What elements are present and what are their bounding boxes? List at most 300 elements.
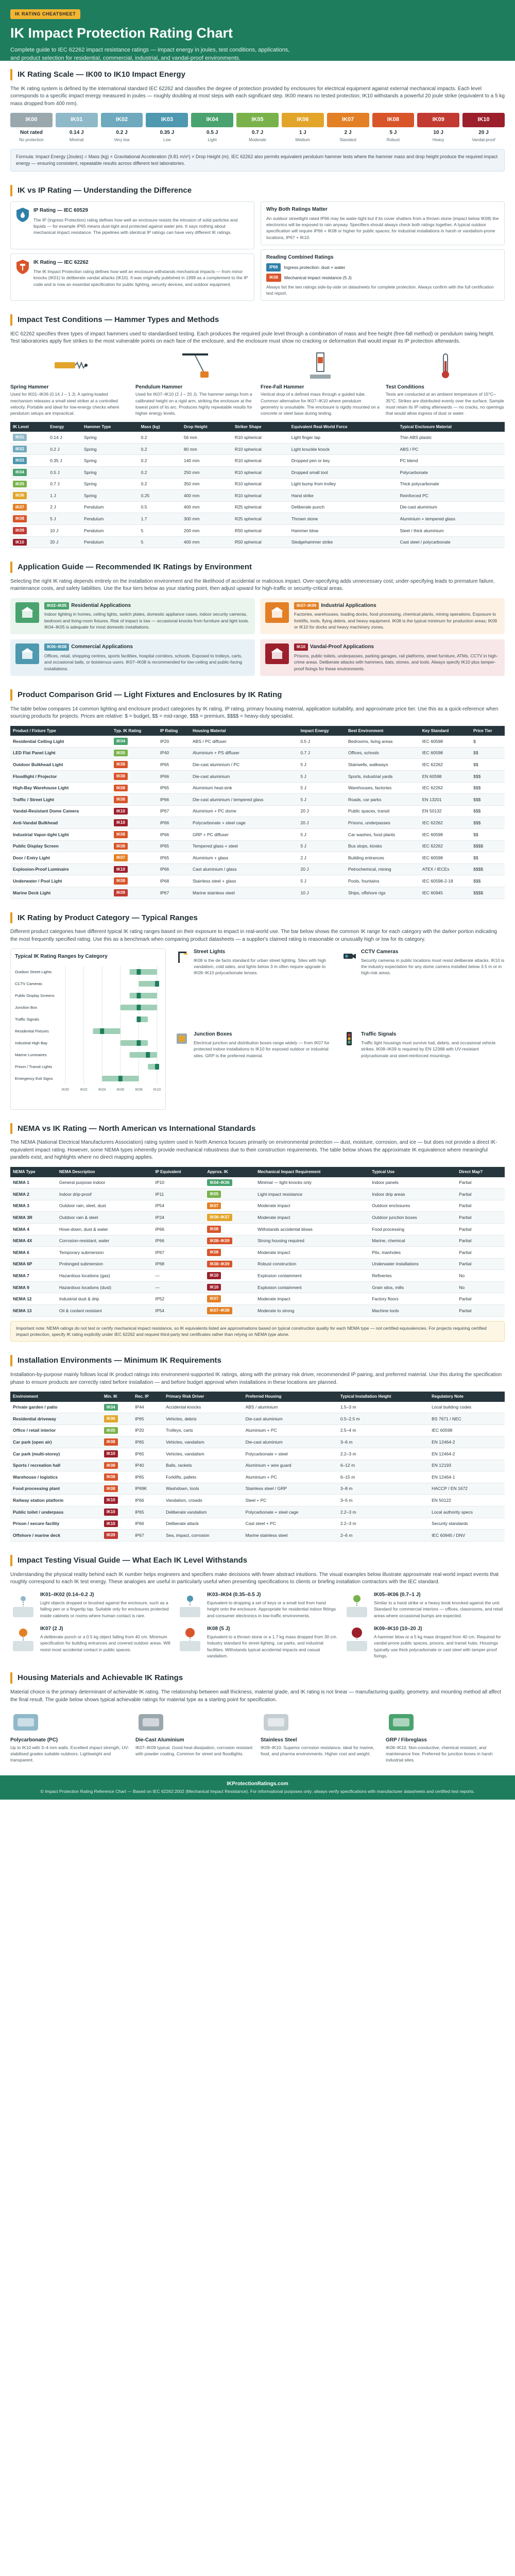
table-cell: Food processing plant bbox=[10, 1483, 101, 1495]
table-cell: 0.5–2.5 m bbox=[338, 1413, 429, 1425]
table-row bbox=[10, 455, 505, 467]
ik-scale-row bbox=[10, 113, 505, 143]
table-header: IP Rating bbox=[158, 726, 190, 736]
table-cell: Petrochemical, mining bbox=[346, 863, 420, 875]
ik-badge: IK08 bbox=[114, 773, 128, 780]
visual-guide-text: Equivalent to dropping a set of keys or a small tool from hand height onto the enclosure. Appropriate for residential indoor fittings and consumer electronics in low-traffic environments. bbox=[207, 1600, 336, 1618]
table-row bbox=[10, 513, 505, 525]
table-cell: 5 J bbox=[298, 794, 346, 806]
table-cell: NEMA 6 bbox=[10, 1247, 57, 1259]
spring-hammer-icon bbox=[52, 352, 88, 380]
table-cell: Aluminium + tempered glass bbox=[398, 513, 505, 525]
table-cell bbox=[101, 1425, 132, 1436]
chart-range-bar bbox=[139, 981, 157, 987]
table-cell bbox=[101, 1413, 132, 1425]
chart-x-tick-label: IK10 bbox=[153, 1088, 161, 1092]
table-cell: Warehouse / logistics bbox=[10, 1471, 101, 1483]
table-cell: Door / Entry Light bbox=[10, 852, 111, 864]
table-cell: Ships, offshore rigs bbox=[346, 887, 420, 899]
table-cell: 5 J bbox=[298, 840, 346, 852]
table-row bbox=[10, 840, 505, 852]
table-cell: Anti-Vandal Bulkhead bbox=[10, 817, 111, 829]
ik-scale-desc: No protection bbox=[19, 137, 44, 142]
environment-heading bbox=[294, 602, 500, 610]
table-cell: 0.5 J bbox=[47, 467, 81, 479]
table-cell: IP65 bbox=[158, 840, 190, 852]
table-header: Min. IK bbox=[101, 1392, 132, 1402]
ik-badge: IK10 bbox=[114, 819, 128, 826]
chart-category-label: Industrial High Bay bbox=[15, 1040, 47, 1045]
table-row bbox=[10, 501, 505, 513]
visual-guide-text: A hammer blow or a 5 kg mass dropped from 40 cm. Required for vandal-prone public spaces, prisons, and transit hubs. Housings typically use thick polycarbonate or cast steel with tamper-proof fixings. bbox=[374, 1634, 501, 1658]
table-header: Regulatory Note bbox=[429, 1392, 505, 1402]
table-row bbox=[10, 1177, 505, 1189]
table-cell: IEC 62262 bbox=[420, 782, 471, 794]
table-cell: No bbox=[456, 1270, 505, 1282]
table-cell: 2.5–4 m bbox=[338, 1425, 429, 1436]
table-cell: IEC 60598-2-18 bbox=[420, 875, 471, 887]
table-header: NEMA Description bbox=[57, 1167, 153, 1177]
visual-guide-intro: Understanding the physical reality behind each IK number helps engineers and specifiers make decisions with fewer abstract intuitions. The visual examples below illustrate approximate real-world impact events that roughly correspond to each IK test energy. These analogies are useful in particularly useful when presenting specifications to clients or briefing installation contractors with the IEC standard. bbox=[10, 1571, 499, 1585]
chart-typical-marker bbox=[155, 1064, 159, 1070]
pendulum-hammer-card bbox=[135, 351, 254, 417]
table-cell: 20 J bbox=[47, 536, 81, 548]
table-cell: 10 J bbox=[298, 887, 346, 899]
ik-badge: IK10 bbox=[207, 1284, 221, 1291]
table-row bbox=[10, 852, 505, 864]
table-header: NEMA Type bbox=[10, 1167, 57, 1177]
ik-badge: IK01 bbox=[13, 434, 27, 441]
environment-heading bbox=[44, 602, 250, 610]
table-cell bbox=[204, 1177, 255, 1189]
environment-tag: IK06–IK08 bbox=[44, 643, 69, 651]
table-cell: IP40 bbox=[158, 747, 190, 759]
table-cell: Die-cast aluminium bbox=[243, 1436, 338, 1448]
table-header: Best Environment bbox=[346, 726, 420, 736]
environment-heading bbox=[44, 643, 250, 651]
table-cell: Vandal-Resistant Dome Camera bbox=[10, 805, 111, 817]
table-cell bbox=[204, 1189, 255, 1200]
traffic-light-icon bbox=[341, 1031, 357, 1046]
table-cell: Aluminium + wire guard bbox=[243, 1460, 338, 1471]
table-cell: — bbox=[152, 1281, 204, 1293]
table-cell: Cast aluminium / glass bbox=[190, 863, 298, 875]
table-header: Mass (kg) bbox=[139, 422, 181, 432]
table-cell: NEMA 4 bbox=[10, 1223, 57, 1235]
table-cell: Hammer blow bbox=[289, 525, 398, 537]
table-cell: Offshore / marine deck bbox=[10, 1530, 101, 1541]
table-cell: Light bump from trolley bbox=[289, 478, 398, 490]
table-row bbox=[10, 1200, 505, 1212]
ik-scale-item bbox=[191, 113, 233, 143]
table-cell: Die-cast aluminium / PC bbox=[190, 759, 298, 771]
table-header: Mechanical Impact Requirement bbox=[255, 1167, 369, 1177]
ik-badge: IK05 bbox=[104, 1427, 118, 1434]
table-cell: IP20 bbox=[132, 1425, 163, 1436]
table-cell: Marine, chemical bbox=[369, 1235, 456, 1247]
table-cell bbox=[204, 1305, 255, 1317]
ik-vs-ip-title: IK vs IP Rating — Understanding the Difference bbox=[10, 185, 505, 196]
table-cell bbox=[204, 1293, 255, 1305]
product-comparison-title: Product Comparison Grid — Light Fixtures and Enclosures by IK Rating bbox=[10, 689, 505, 701]
table-cell bbox=[10, 501, 47, 513]
table-header: Drop Height bbox=[181, 422, 232, 432]
table-cell bbox=[111, 852, 158, 864]
table-cell: R10 spherical bbox=[232, 432, 289, 443]
table-cell: Vandalism, crowds bbox=[163, 1495, 243, 1506]
table-cell: Indoor panels bbox=[369, 1177, 456, 1189]
table-cell bbox=[111, 736, 158, 747]
table-cell: Aluminium + PC bbox=[243, 1471, 338, 1483]
table-cell: Residential driveway bbox=[10, 1413, 101, 1425]
ik-badge: IK08 bbox=[13, 515, 27, 522]
table-cell: 0.35 J bbox=[47, 455, 81, 467]
table-cell: 5 bbox=[139, 536, 181, 548]
table-cell: Stainless steel + glass bbox=[190, 875, 298, 887]
street-lights-card bbox=[174, 948, 337, 1027]
table-cell: Pendulum bbox=[81, 513, 139, 525]
table-cell: IP66 bbox=[152, 1223, 204, 1235]
table-cell: IP65 bbox=[132, 1506, 163, 1518]
table-cell bbox=[204, 1270, 255, 1282]
hero-header bbox=[0, 0, 515, 61]
why-both-heading: Why Both Ratings Matter bbox=[266, 207, 328, 213]
visual-guide-section bbox=[0, 1547, 515, 1665]
table-cell: 200 mm bbox=[181, 525, 232, 537]
table-cell: R10 spherical bbox=[232, 478, 289, 490]
housing-material-icon bbox=[386, 1710, 417, 1734]
product-comparison-section bbox=[0, 681, 515, 904]
table-cell: 3–8 m bbox=[338, 1483, 429, 1495]
table-cell: ABS / PC bbox=[398, 443, 505, 455]
table-cell bbox=[10, 467, 47, 479]
table-header: Impact Energy bbox=[298, 726, 346, 736]
ik-scale-joules: 0.2 J bbox=[116, 130, 128, 136]
table-cell: Spring bbox=[81, 478, 139, 490]
shield-water-icon bbox=[16, 207, 29, 223]
environment-thumb bbox=[15, 602, 39, 623]
housing-text: IK09–IK10. Superior corrosion resistance, ideal for marine, food, and pharma environments. Higher cost and weight. bbox=[261, 1744, 374, 1756]
category-intro: Different product categories have different typical IK rating ranges based on their exposure to impact in real-world use. The bar below shows the common IK range for each category with the darker portion indicating the most frequently specified rating. Use this as a benchmark when comparing product datasheets — a supplier's claimed rating is reasonable or unusually high or low for its category. bbox=[10, 929, 497, 942]
ik-badge: IK06 bbox=[104, 1415, 118, 1422]
table-row bbox=[10, 759, 505, 771]
table-cell: Aluminium + PC bbox=[243, 1425, 338, 1436]
table-cell: Spring bbox=[81, 443, 139, 455]
ik-badge: IK08 bbox=[114, 796, 128, 803]
table-cell bbox=[101, 1460, 132, 1471]
building-icon bbox=[20, 606, 35, 619]
table-cell: Sledgehammer strike bbox=[289, 536, 398, 548]
combo-ip-text: Ingress protection: dust + water bbox=[284, 265, 346, 270]
table-cell: IEC 62262 bbox=[420, 759, 471, 771]
table-row bbox=[10, 736, 505, 747]
product-comparison-table bbox=[10, 726, 505, 899]
test-conditions-table bbox=[10, 422, 505, 549]
chart-typical-marker bbox=[146, 1052, 150, 1058]
table-cell: 0.7 J bbox=[298, 747, 346, 759]
table-row bbox=[10, 817, 505, 829]
table-cell: Bus stops, kiosks bbox=[346, 840, 420, 852]
chart-category-label: Junction Box bbox=[15, 1005, 37, 1010]
table-cell: Marine stainless steel bbox=[243, 1530, 338, 1541]
table-cell: IEC 60598 bbox=[420, 736, 471, 747]
chart-category-label: Residential Fixtures bbox=[15, 1028, 49, 1033]
footer-text: © Impact Protection Rating Reference Chart — Based on IEC 62262:2002 (Mechanical Impact Resistance). For informational purposes only; always verify specifications with manufacturer datasheets and certified test reports. bbox=[40, 1788, 475, 1794]
table-cell: 0.2 bbox=[139, 478, 181, 490]
table-cell: 2.2–3 m bbox=[338, 1506, 429, 1518]
ik-badge: IK08–IK09 bbox=[207, 1238, 232, 1245]
table-header: Approx. IK bbox=[204, 1167, 255, 1177]
table-cell: Polycarbonate + steel cage bbox=[243, 1506, 338, 1518]
table-cell: 0.7 J bbox=[47, 478, 81, 490]
table-cell: Public toilet / underpass bbox=[10, 1506, 101, 1518]
table-cell: — bbox=[152, 1270, 204, 1282]
table-cell: Forklifts, pallets bbox=[163, 1471, 243, 1483]
table-cell bbox=[111, 770, 158, 782]
table-cell: R25 spherical bbox=[232, 513, 289, 525]
thermometer-icon bbox=[427, 352, 464, 380]
table-cell bbox=[101, 1436, 132, 1448]
page-footer bbox=[0, 1775, 515, 1800]
table-cell: Polycarbonate + steel cage bbox=[190, 817, 298, 829]
table-cell: IP65 bbox=[132, 1413, 163, 1425]
formula-note: Formula: Impact Energy (Joules) = Mass (kg) × Gravitational Acceleration (9.81 m/s²) × Drop Height (m). IEC 62262 also permits equivalent pendulum hammer tests where the hammer mass and drop height produce the required impact energy — ensuring consistent, repeatable results across different test laboratories. bbox=[10, 149, 505, 172]
table-cell bbox=[10, 513, 47, 525]
table-cell: Hazardous locations (gas) bbox=[57, 1270, 153, 1282]
ik-scale-chip: IK03 bbox=[146, 113, 188, 127]
table-row bbox=[10, 747, 505, 759]
table-cell: IP69K bbox=[132, 1483, 163, 1495]
environment-heading bbox=[294, 643, 500, 651]
table-cell bbox=[101, 1483, 132, 1495]
visual-guide-text: Equivalent to a thrown stone or a 1.7 kg mass dropped from 30 cm. Industry standard for street lighting, car parks, and industrial facilities. Withstands typical accidental impacts and casual vandalism. bbox=[207, 1634, 338, 1658]
table-cell bbox=[204, 1223, 255, 1235]
housing-heading: Polycarbonate (PC) bbox=[10, 1737, 58, 1743]
table-row bbox=[10, 1270, 505, 1282]
housing-material-icon bbox=[10, 1710, 41, 1734]
table-cell: Tempered glass + steel bbox=[190, 840, 298, 852]
table-cell bbox=[204, 1247, 255, 1259]
table-cell: Thick polycarbonate bbox=[398, 478, 505, 490]
table-cell: Strong housing required bbox=[255, 1235, 369, 1247]
visual-guide-heading: IK05–IK06 (0.7–1 J) bbox=[374, 1591, 421, 1598]
table-cell: General purpose indoor bbox=[57, 1177, 153, 1189]
environment-thumb bbox=[265, 643, 289, 664]
ik-scale-joules: 1 J bbox=[299, 130, 306, 136]
test-conditions-section bbox=[0, 306, 515, 553]
table-row bbox=[10, 1293, 505, 1305]
chart-category-label: Emergency Exit Signs bbox=[15, 1076, 53, 1081]
table-cell: Partial bbox=[456, 1212, 505, 1224]
ik-scale-desc: Medium bbox=[295, 137, 310, 142]
table-row bbox=[10, 875, 505, 887]
table-cell: IEC 60598 bbox=[429, 1425, 505, 1436]
test-conditions-intro: IEC 62262 specifies three types of impact hammers used to standardised testing. Each produces the required joule level through a combination of mass and free height (free-fall method) or pendulum swing height. Test laboratories apply five strikes to the most vulnerable points on each face of the enclosure, and the enclosure must show no cracking or deformation that would impair its IP protection afterwards. bbox=[10, 331, 494, 345]
table-cell: IP66 bbox=[158, 770, 190, 782]
ik-scale-intro: The IK rating system is defined by the international standard IEC 62262 and classifies the degree of protection provided by enclosures for electrical equipment against external mechanical impacts. Each level corresponds to a specific impact energy measured in joules — roughly doubling at most steps with each significant step. IK00 means no tested protection; IK10 withstands a powerful 20 joule strike (equivalent to a 5 kg mass dropped from 400 mm). bbox=[10, 86, 505, 107]
ik-scale-joules: 20 J bbox=[478, 130, 489, 136]
environment-tag: IK07–IK09 bbox=[294, 602, 319, 609]
table-cell: IP66 bbox=[132, 1518, 163, 1530]
visual-guide-heading: IK01–IK02 (0.14–0.2 J) bbox=[40, 1591, 94, 1598]
table-cell: Accidental knocks bbox=[163, 1402, 243, 1413]
table-cell: Spring bbox=[81, 432, 139, 443]
table-cell: Aluminium heat-sink bbox=[190, 782, 298, 794]
table-cell: Spring bbox=[81, 467, 139, 479]
table-cell: 0.25 bbox=[139, 490, 181, 502]
table-row bbox=[10, 1235, 505, 1247]
table-row bbox=[10, 1483, 505, 1495]
ik-badge: IK10 bbox=[207, 1272, 221, 1279]
table-cell: Pools, fountains bbox=[346, 875, 420, 887]
table-row bbox=[10, 1402, 505, 1413]
nema-important-note: Important note: NEMA ratings do not test or certify mechanical impact resistance, so IK equivalents listed are approximations based on typical construction quality for each NEMA type — not certified equivalencies. For projects requiring certified impact protection, specify IK rating explicitly under IEC 62262 and request third-party test certificates rather than relying on NEMA type alone. bbox=[10, 1321, 505, 1342]
housing-card bbox=[10, 1709, 129, 1763]
table-cell: Explosion containment bbox=[255, 1270, 369, 1282]
ik-scale-chip: IK06 bbox=[282, 113, 324, 127]
table-cell: IP67 bbox=[152, 1247, 204, 1259]
table-cell: 20 J bbox=[298, 805, 346, 817]
table-cell: 0.2 bbox=[139, 443, 181, 455]
ik-rating-text: The IK Impact Protection rating defines how well an enclosure withstands mechanical impacts — from minor knocks (IK01) to deliberate vandal attacks (IK10). It was originally published in 1999 as a complement to the IP code and is now an essential specification for public lighting, security devices, and outdoor equipment. bbox=[33, 269, 248, 287]
table-cell: NEMA 12 bbox=[10, 1293, 57, 1305]
table-cell: LED Flat Panel Light bbox=[10, 747, 111, 759]
table-cell: Polycarbonate + steel bbox=[243, 1448, 338, 1460]
application-guide-intro: Selecting the right IK rating depends entirely on the installation environment and the likelihood of accidental or malicious impact. Over-specifying adds unnecessary cost; under-specifying leads to premature failure, maintenance costs, and safety liabilities. Use the four tiers below as your starting point, then adjust upward for high-traffic or security-critical areas. bbox=[10, 578, 495, 592]
table-cell: Balls, rackets bbox=[163, 1460, 243, 1471]
spring-hammer-text: Used for IK01–IK06 (0.14 J – 1 J). A spring-loaded mechanism releases a small steel striker at a controlled velocity. Portable and ideal for low-energy checks where pendulum setups are impractical. bbox=[10, 392, 119, 416]
table-cell: Outdoor junction boxes bbox=[369, 1212, 456, 1224]
ik-badge: IK08–IK09 bbox=[207, 1261, 232, 1268]
table-row bbox=[10, 490, 505, 502]
visual-guide-heading: IK07 (2 J) bbox=[40, 1625, 63, 1632]
hammer-cards bbox=[10, 351, 505, 417]
table-cell: Aluminium + PS diffuser bbox=[190, 747, 298, 759]
table-cell: Sports, industrial yards bbox=[346, 770, 420, 782]
table-cell: IP66 bbox=[158, 794, 190, 806]
table-cell: IEC 60598 bbox=[420, 747, 471, 759]
footer-site[interactable]: IKProtectionRatings.com bbox=[227, 1781, 288, 1787]
table-row bbox=[10, 432, 505, 443]
table-row bbox=[10, 1189, 505, 1200]
housing-heading: Die-Cast Aluminium bbox=[135, 1737, 184, 1743]
table-cell: IEC 62262 bbox=[420, 840, 471, 852]
housing-card bbox=[135, 1709, 254, 1763]
ik-scale-item bbox=[236, 113, 279, 143]
table-cell: 5 J bbox=[298, 828, 346, 840]
chart-typical-marker bbox=[136, 1040, 141, 1046]
table-cell: IP65 bbox=[158, 759, 190, 771]
table-cell: 2.2–3 m bbox=[338, 1518, 429, 1530]
ik-scale-title: IK Rating Scale — IK00 to IK10 Impact Energy bbox=[10, 69, 505, 80]
table-cell: Roads, car parks bbox=[346, 794, 420, 806]
table-header: Environment bbox=[10, 1392, 101, 1402]
ik-scale-joules: 10 J bbox=[433, 130, 443, 136]
table-cell: Cast steel / polycarbonate bbox=[398, 536, 505, 548]
table-row bbox=[10, 1506, 505, 1518]
building-icon bbox=[20, 648, 35, 660]
table-cell: Vehicles, debris bbox=[163, 1413, 243, 1425]
table-cell: IP68 bbox=[158, 875, 190, 887]
table-cell: $$$ bbox=[471, 817, 505, 829]
table-row bbox=[10, 478, 505, 490]
table-cell: Factory floors bbox=[369, 1293, 456, 1305]
table-header: IK Level bbox=[10, 422, 47, 432]
table-cell: PC blend bbox=[398, 455, 505, 467]
table-cell: Floodlight / Projector bbox=[10, 770, 111, 782]
table-cell: Grain silos, mills bbox=[369, 1281, 456, 1293]
test-conditions-heading: Test Conditions bbox=[386, 384, 424, 390]
chart-typical-marker bbox=[136, 969, 141, 975]
table-cell: IP54 bbox=[152, 1200, 204, 1212]
ik-scale-chip: IK01 bbox=[56, 113, 98, 127]
environment-thumb bbox=[265, 602, 289, 623]
chart-x-tick-label: IK02 bbox=[80, 1088, 88, 1092]
table-row bbox=[10, 794, 505, 806]
chart-range-bar bbox=[130, 969, 157, 975]
table-cell: Stairwells, walkways bbox=[346, 759, 420, 771]
table-cell: 2 J bbox=[47, 501, 81, 513]
chart-typical-marker bbox=[118, 1076, 123, 1081]
table-header: Energy bbox=[47, 422, 81, 432]
table-cell: Outdoor enclosures bbox=[369, 1200, 456, 1212]
table-cell: 5 J bbox=[298, 875, 346, 887]
shield-hammer-icon bbox=[16, 259, 29, 275]
table-row bbox=[10, 1471, 505, 1483]
table-header: Direct Map? bbox=[456, 1167, 505, 1177]
table-cell: $$$ bbox=[471, 794, 505, 806]
visual-guide-cards bbox=[10, 1591, 505, 1659]
table-cell: NEMA 3 bbox=[10, 1200, 57, 1212]
category-title: IK Rating by Product Category — Typical Ranges bbox=[10, 912, 505, 924]
table-cell bbox=[10, 443, 47, 455]
table-cell: Corrosion-resistant, water bbox=[57, 1235, 153, 1247]
table-cell: 0.5 bbox=[139, 501, 181, 513]
table-header: Hammer Type bbox=[81, 422, 139, 432]
table-cell bbox=[204, 1258, 255, 1270]
table-cell: IP54 bbox=[152, 1305, 204, 1317]
ik-scale-chip: IK02 bbox=[101, 113, 143, 127]
table-row bbox=[10, 536, 505, 548]
table-cell: 3–6 m bbox=[338, 1436, 429, 1448]
ik-badge: IK07 bbox=[13, 504, 27, 511]
table-cell: High-Bay Warehouse Light bbox=[10, 782, 111, 794]
table-cell: Vehicles, vandalism bbox=[163, 1448, 243, 1460]
visual-guide-card bbox=[344, 1591, 505, 1619]
table-cell: IP66 bbox=[152, 1235, 204, 1247]
ik-badge: IK08 bbox=[114, 761, 128, 768]
table-cell: Prolonged submersion bbox=[57, 1258, 153, 1270]
table-cell: 2–6 m bbox=[338, 1530, 429, 1541]
table-cell: Die-cast aluminium / tempered glass bbox=[190, 794, 298, 806]
ik-badge: IK04 bbox=[114, 738, 128, 745]
table-row bbox=[10, 863, 505, 875]
street-light-icon bbox=[174, 948, 190, 964]
chart-x-tick-label: IK06 bbox=[116, 1088, 125, 1092]
table-cell: R10 spherical bbox=[232, 455, 289, 467]
table-cell: 350 mm bbox=[181, 478, 232, 490]
table-cell: Partial bbox=[456, 1177, 505, 1189]
table-header: Typical Use bbox=[369, 1167, 456, 1177]
table-cell: IP40 bbox=[132, 1460, 163, 1471]
visual-guide-heading: IK08 (5 J) bbox=[207, 1625, 230, 1632]
table-cell: 20 J bbox=[298, 863, 346, 875]
environment-thumb bbox=[15, 643, 39, 664]
table-row bbox=[10, 525, 505, 537]
table-cell: Pendulum bbox=[81, 501, 139, 513]
housing-text: Up to IK10 with 3–4 mm walls. Excellent impact strength, UV-stabilised grades suitable outdoors. Lightweight and transparent. bbox=[10, 1744, 129, 1763]
table-cell: 400 mm bbox=[181, 501, 232, 513]
